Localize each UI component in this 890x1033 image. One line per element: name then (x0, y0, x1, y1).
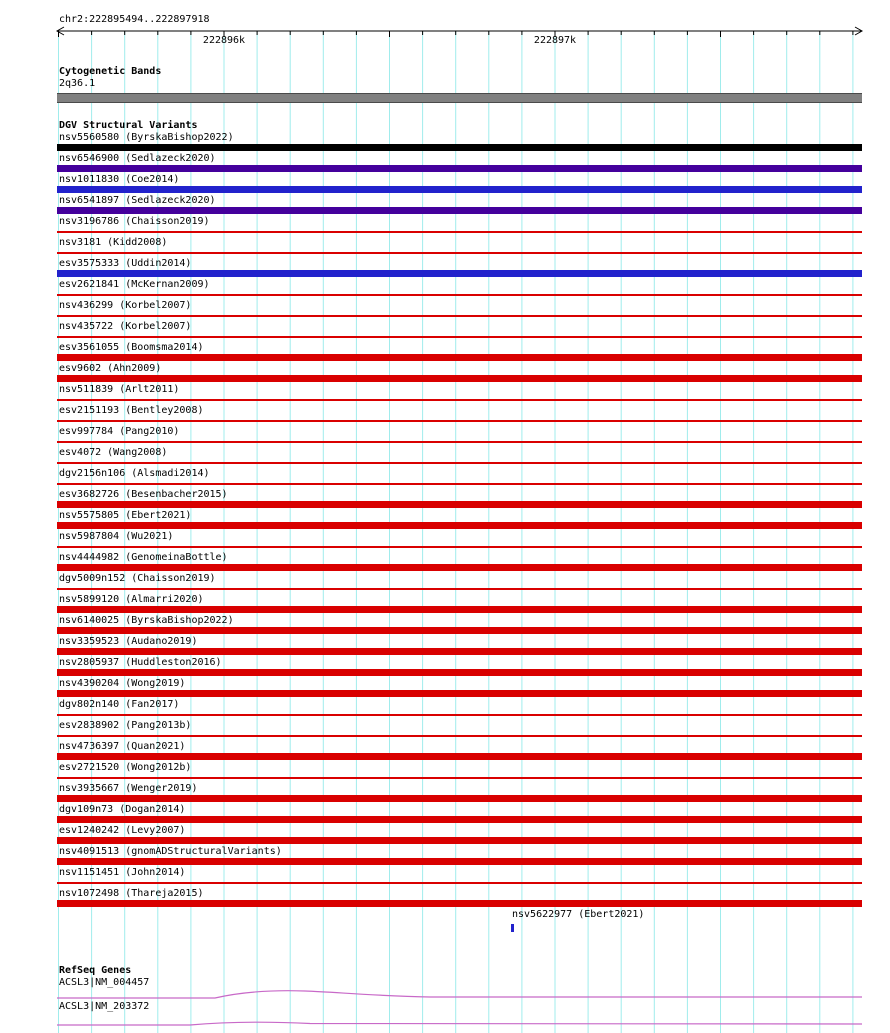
variant-label[interactable]: nsv1072498 (Thareja2015) (59, 888, 204, 899)
variant-label[interactable]: esv2721520 (Wong2012b) (59, 762, 192, 773)
variant-label[interactable]: nsv3196786 (Chaisson2019) (59, 216, 210, 227)
cytogenetic-track-title: Cytogenetic Bands (59, 66, 162, 77)
variant-label[interactable]: esv2621841 (McKernan2009) (59, 279, 210, 290)
ruler-tick-label: 222897k (533, 35, 577, 46)
variant-label[interactable]: esv4072 (Wang2008) (59, 447, 168, 458)
variant-label[interactable]: nsv4091513 (gnomADStructuralVariants) (59, 846, 282, 857)
variant-label[interactable]: nsv4390204 (Wong2019) (59, 678, 186, 689)
variant-label[interactable]: nsv3359523 (Audano2019) (59, 636, 198, 647)
variant-label[interactable]: nsv5987804 (Wu2021) (59, 531, 174, 542)
variant-label[interactable]: nsv5560580 (ByrskaBishop2022) (59, 132, 234, 143)
variant-label[interactable]: nsv6541897 (Sedlazeck2020) (59, 195, 216, 206)
gene-label[interactable]: ACSL3|NM_203372 (59, 1001, 150, 1012)
variant-label[interactable]: nsv6140025 (ByrskaBishop2022) (59, 615, 234, 626)
variant-label[interactable]: esv3561055 (Boomsma2014) (59, 342, 204, 353)
region-position: chr2:222895494..222897918 (59, 14, 210, 25)
variant-label[interactable]: nsv3181 (Kidd2008) (59, 237, 168, 248)
dgv-track-title: DGV Structural Variants (59, 120, 198, 131)
variant-label[interactable]: dgv109n73 (Dogan2014) (59, 804, 186, 815)
cytogenetic-band-label: 2q36.1 (59, 78, 96, 89)
variant-label[interactable]: dgv5009n152 (Chaisson2019) (59, 573, 216, 584)
gene-line-nm-203372[interactable] (57, 1022, 862, 1025)
variant-label[interactable]: dgv2156n106 (Alsmadi2014) (59, 468, 210, 479)
variant-label[interactable]: nsv4736397 (Quan2021) (59, 741, 186, 752)
refseq-track-title: RefSeq Genes (59, 965, 132, 976)
gene-line-nm-004457[interactable] (57, 991, 862, 998)
variant-label[interactable]: esv9602 (Ahn2009) (59, 363, 162, 374)
variant-label[interactable]: esv2151193 (Bentley2008) (59, 405, 204, 416)
variant-label[interactable]: esv997784 (Pang2010) (59, 426, 180, 437)
variant-label[interactable]: nsv4444982 (GenomeinaBottle) (59, 552, 228, 563)
variant-label[interactable]: nsv6546900 (Sedlazeck2020) (59, 153, 216, 164)
variant-label[interactable]: nsv3935667 (Wenger2019) (59, 783, 198, 794)
gene-label[interactable]: ACSL3|NM_004457 (59, 977, 150, 988)
variant-label[interactable]: nsv1011830 (Coe2014) (59, 174, 180, 185)
variant-label[interactable]: esv3682726 (Besenbacher2015) (59, 489, 228, 500)
variant-label[interactable]: nsv2805937 (Huddleston2016) (59, 657, 222, 668)
variant-label[interactable]: esv1240242 (Levy2007) (59, 825, 186, 836)
variant-label[interactable]: nsv1151451 (John2014) (59, 867, 186, 878)
variant-label[interactable]: esv3575333 (Uddin2014) (59, 258, 192, 269)
ruler-tick-label: 222896k (202, 35, 246, 46)
variant-label[interactable]: esv2838902 (Pang2013b) (59, 720, 192, 731)
variant-label[interactable]: nsv436299 (Korbel2007) (59, 300, 192, 311)
floating-variant-label[interactable]: nsv5622977 (Ebert2021) (512, 909, 645, 920)
variant-label[interactable]: dgv802n140 (Fan2017) (59, 699, 180, 710)
variant-label[interactable]: nsv5899120 (Almarri2020) (59, 594, 204, 605)
variant-label[interactable]: nsv511839 (Arlt2011) (59, 384, 180, 395)
variant-label[interactable]: nsv5575805 (Ebert2021) (59, 510, 192, 521)
variant-label[interactable]: nsv435722 (Korbel2007) (59, 321, 192, 332)
